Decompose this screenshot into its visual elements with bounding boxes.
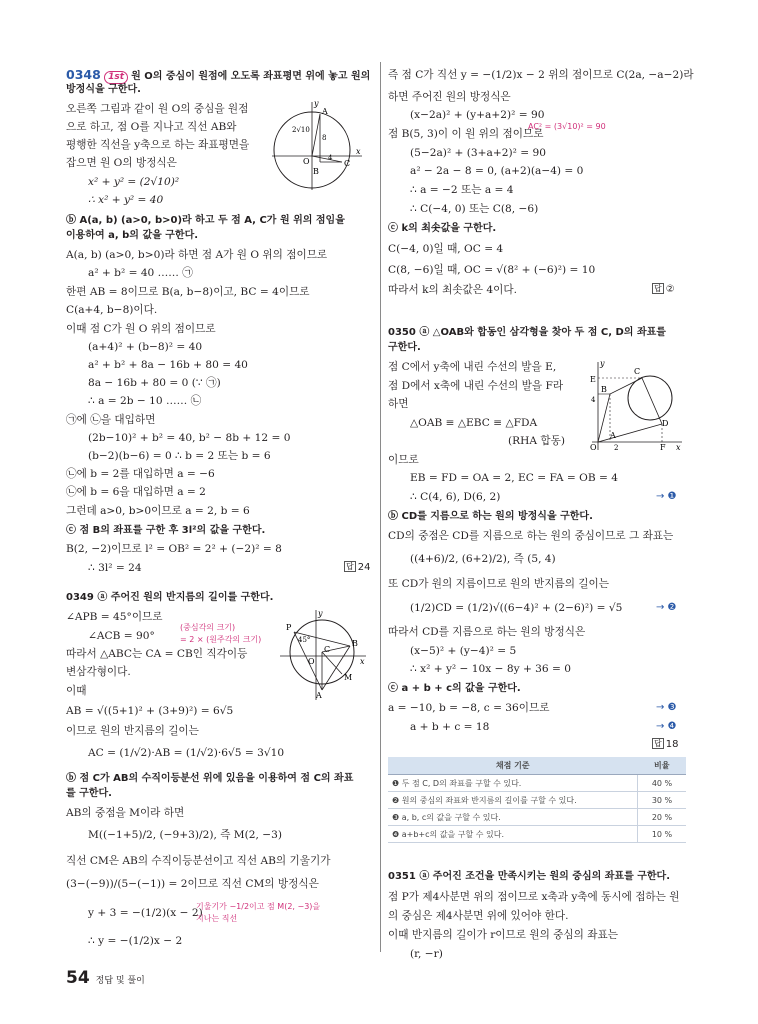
step-marker: → ❷ — [656, 602, 677, 613]
svg-text:F: F — [660, 443, 666, 452]
line: 으로 하고, 점 O를 지나고 직선 AB와 — [66, 121, 237, 133]
line: ㉡에 b = 6을 대입하면 a = 2 — [66, 486, 206, 498]
line: 또 CD가 원의 지름이므로 원의 반지름의 길이는 — [388, 578, 610, 590]
answer-value: ② — [665, 284, 675, 295]
line: (r, −r) — [410, 948, 443, 960]
rubric-criteria: ❷ 원의 중심의 좌표와 반지름의 길이를 구할 수 있다. — [388, 792, 638, 809]
line: x² + y² = (2√10)² — [88, 176, 180, 188]
line: (RHA 합동) — [508, 435, 565, 447]
line: B(2, −2)이므로 l² = OB² = 2² + (−2)² = 8 — [66, 543, 282, 555]
svg-text:45°: 45° — [298, 636, 311, 644]
line: ∴ C(4, 6), D(6, 2) — [410, 491, 501, 503]
figure-0350 — [588, 358, 684, 454]
line: ⓑ 점 C가 AB의 수직이등분선 위에 있음을 이용하여 점 C의 좌표 — [66, 773, 354, 784]
line: ∴ a = 2b − 10 …… ㉡ — [88, 395, 202, 407]
svg-text:x: x — [356, 147, 361, 156]
line: a² + b² = 40 …… ㉠ — [88, 267, 193, 279]
svg-text:4: 4 — [328, 154, 333, 162]
svg-text:C: C — [324, 645, 331, 654]
line: (5−2a)² + (3+a+2)² = 90 — [410, 147, 546, 159]
line: ∴ x² + y² = 40 — [88, 194, 164, 206]
line: 8a − 16b + 80 = 0 (∵ ㉠) — [88, 377, 221, 389]
problem-number-0348: 0348 — [66, 67, 101, 82]
line: ⓒ k의 최솟값을 구한다. — [388, 223, 497, 234]
line: ∠APB = 45°이므로 — [66, 611, 163, 623]
line: (b−2)(b−6) = 0 ∴ b = 2 또는 b = 6 — [88, 450, 271, 462]
svg-text:A: A — [316, 691, 322, 700]
step-tag-1st: 1st — [104, 71, 128, 84]
line: (1/2)CD = (1/2)√((6−4)² + (2−6)²) = √5 — [410, 602, 623, 614]
table-row — [388, 775, 686, 792]
table-row — [388, 809, 686, 826]
line: ∴ 3l² = 24 — [88, 562, 142, 574]
line: 즉 점 C가 직선 y = −(1/2)x − 2 위의 점이므로 C(2a, −a−2)라 — [388, 69, 694, 81]
svg-text:y: y — [314, 99, 319, 108]
line: 점 B(5, 3)이 이 원 위의 점이므로 — [388, 128, 544, 140]
svg-text:4: 4 — [591, 396, 596, 404]
line: 따라서 CD를 지름으로 하는 원의 방정식은 — [388, 626, 586, 638]
answer-0349 — [652, 283, 675, 297]
line: a = −10, b = −8, c = 36이므로 — [388, 702, 550, 714]
rubric-criteria: ❹ a+b+c의 값을 구할 수 있다. — [388, 826, 638, 843]
step-marker: → ❶ — [656, 491, 677, 502]
rubric-header-row — [388, 757, 686, 775]
svg-text:P: P — [286, 623, 292, 632]
svg-text:A: A — [610, 431, 616, 440]
step1-text: 원 O의 중심이 원점에 오도록 좌표평면 위에 놓고 원의 — [131, 71, 371, 82]
line: 하면 — [388, 398, 409, 410]
line: 하면 주어진 원의 방정식은 — [388, 91, 511, 103]
line: CD의 중점은 CD를 지름으로 하는 원의 중심이므로 그 좌표는 — [388, 530, 674, 542]
line: 를 구한다. — [66, 788, 112, 799]
scoring-rubric-table — [388, 757, 686, 843]
answer-value: 24 — [357, 562, 371, 573]
rubric-ratio: 30 % — [638, 792, 687, 809]
line: a + b + c = 18 — [410, 721, 490, 733]
svg-text:O: O — [308, 657, 315, 666]
svg-text:E: E — [590, 375, 596, 384]
line: AB의 중점을 M이라 하면 — [66, 807, 185, 819]
line: 잡으면 원 O의 방정식은 — [66, 157, 177, 169]
svg-text:2: 2 — [614, 444, 619, 452]
line: A(a, b) (a>0, b>0)라 하면 점 A가 원 O 위의 점이므로 — [66, 249, 328, 261]
line: ∴ x² + y² − 10x − 8y + 36 = 0 — [410, 663, 572, 675]
line: 한편 AB = 8이므로 B(a, b−8)이고, BC = 4이므로 — [66, 286, 310, 298]
line: 그런데 a>0, b>0이므로 a = 2, b = 6 — [66, 505, 250, 517]
rubric-ratio: 10 % — [638, 826, 687, 843]
line: C(8, −6)일 때, OC = √(8² + (−6)²) = 10 — [388, 264, 596, 276]
figure-0348 — [268, 98, 364, 194]
svg-text:A: A — [322, 107, 328, 116]
table-row — [388, 792, 686, 809]
svg-text:B: B — [313, 167, 319, 176]
line: 점 D에서 x축에 내린 수선의 발을 F라 — [388, 380, 564, 392]
line: ㉠에 ㉡을 대입하면 — [66, 414, 156, 426]
svg-text:y: y — [600, 359, 605, 368]
answer-box-icon: 답 — [346, 562, 354, 571]
page-number: 54 — [66, 968, 90, 988]
svg-text:O: O — [590, 443, 597, 452]
line: ∴ y = −(1/2)x − 2 — [88, 935, 183, 947]
svg-text:C: C — [634, 367, 641, 376]
rubric-criteria: ❶ 두 점 C, D의 좌표를 구할 수 있다. — [388, 775, 638, 792]
answer-value: 18 — [665, 739, 679, 750]
answer-0350 — [652, 738, 678, 752]
line: ⓑ CD를 지름으로 하는 원의 방정식을 구한다. — [388, 511, 593, 522]
table-row — [388, 826, 686, 843]
line: AC = (1/√2)·AB = (1/√2)·6√5 = 3√10 — [88, 747, 285, 759]
step-marker: → ❹ — [656, 721, 677, 732]
line: △OAB ≡ △EBC ≡ △FDA — [410, 417, 538, 429]
svg-text:B: B — [601, 385, 607, 394]
answer-0348 — [344, 561, 370, 575]
line: ∴ C(−4, 0) 또는 C(8, −6) — [410, 203, 539, 215]
rubric-criteria: ❸ a, b, c의 값을 구할 수 있다. — [388, 809, 638, 826]
line: 이때 점 C가 원 O 위의 점이므로 — [66, 323, 216, 335]
line: 이때 반지름의 길이가 r이므로 원의 중심의 좌표는 — [388, 929, 618, 941]
page-footer — [66, 968, 145, 988]
svg-text:B: B — [352, 639, 358, 648]
line: 따라서 △ABC는 CA = CB인 직각이등 — [66, 648, 248, 660]
svg-text:x: x — [360, 657, 365, 666]
line: EB = FD = OA = 2, EC = FA = OB = 4 — [410, 472, 618, 484]
line: (a+4)² + (b−8)² = 40 — [88, 341, 203, 353]
answer-box-icon: 답 — [654, 284, 662, 293]
line: 이므로 원의 반지름의 길이는 — [66, 725, 199, 737]
step-marker: → ❸ — [656, 702, 677, 713]
line: ㉡에 b = 2를 대입하면 a = −6 — [66, 468, 215, 480]
line: a² − 2a − 8 = 0, (a+2)(a−4) = 0 — [410, 165, 584, 177]
svg-text:C: C — [344, 159, 351, 168]
line: 0349 ⓐ 주어진 원의 반지름의 길이를 구한다. — [66, 592, 274, 603]
line: ∴ a = −2 또는 a = 4 — [410, 184, 514, 196]
line: 의 중심은 제4사분면 위에 있어야 한다. — [388, 910, 569, 922]
line: 0350 ⓐ △OAB와 합동인 삼각형을 찾아 두 점 C, D의 좌표를 — [388, 327, 666, 338]
line: ((4+6)/2, (6+2)/2), 즉 (5, 4) — [410, 553, 556, 565]
line: 점 C에서 y축에 내린 수선의 발을 E, — [388, 361, 557, 373]
rubric-ratio: 20 % — [638, 809, 687, 826]
svg-text:O: O — [303, 157, 310, 166]
line: ⓒ 점 B의 좌표를 구한 후 3l²의 값을 구한다. — [66, 525, 266, 536]
line: 이때 — [66, 685, 87, 697]
line: 직선 CM은 AB의 수직이등분선이고 직선 AB의 기울기가 — [66, 855, 331, 867]
answer-box-icon: 답 — [654, 739, 662, 748]
line: y + 3 = −(1/2)(x − 2) — [88, 907, 203, 919]
line: 평행한 직선을 y축으로 하는 좌표평면을 — [66, 139, 250, 151]
line: ∠ACB = 90° — [88, 630, 155, 642]
svg-text:2√10: 2√10 — [292, 126, 310, 134]
line: 오른쪽 그림과 같이 원 O의 중심을 원점 — [66, 103, 249, 115]
line: a² + b² + 8a − 16b + 80 = 40 — [88, 359, 248, 371]
line: 따라서 k의 최솟값은 4이다. — [388, 284, 517, 296]
line: (x−2a)² + (y+a+2)² = 90 — [410, 109, 545, 121]
line: 구한다. — [388, 342, 421, 353]
line: 이용하여 a, b의 값을 구한다. — [66, 230, 199, 241]
rubric-header-criteria: 채점 기준 — [388, 757, 638, 775]
line: 이므로 — [388, 454, 419, 466]
line: 점 P가 제4사분면 위의 점이므로 x축과 y축에 동시에 접하는 원 — [388, 891, 680, 903]
line: 변삼각형이다. — [66, 666, 131, 678]
figure-0349 — [276, 606, 368, 702]
line: AB = √((5+1)² + (3+9)²) = 6√5 — [66, 705, 234, 717]
svg-text:y: y — [318, 609, 323, 618]
svg-text:x: x — [676, 443, 681, 452]
line: (3−(−9))/(5−(−1)) = 2이므로 직선 CM의 방정식은 — [66, 878, 319, 890]
line: (x−5)² + (y−4)² = 5 — [410, 645, 517, 657]
note-slope: 기울기가 −1/2이고 점 M(2, −3)을 — [196, 902, 321, 911]
line: C(−4, 0)일 때, OC = 4 — [388, 243, 504, 255]
svg-text:D: D — [662, 419, 669, 428]
svg-text:M: M — [344, 673, 353, 682]
note-center-angle: (중심각의 크기) — [180, 623, 236, 632]
note-ac-squared: AC² = (3√10)² = 90 — [528, 122, 606, 131]
problem-0348-step1 — [66, 68, 370, 84]
column-divider — [380, 62, 381, 952]
line: 방정식을 구한다. — [66, 84, 141, 95]
line: (2b−10)² + b² = 40, b² − 8b + 12 = 0 — [88, 432, 291, 444]
note-center-angle: = 2 × (원주각의 크기) — [180, 635, 262, 644]
line: C(a+4, b−8)이다. — [66, 304, 158, 316]
line: 0351 ⓐ 주어진 조건을 만족시키는 원의 중심의 좌표를 구한다. — [388, 871, 671, 882]
rubric-ratio: 40 % — [638, 775, 687, 792]
line: M((−1+5)/2, (−9+3)/2), 즉 M(2, −3) — [88, 829, 283, 841]
rubric-header-ratio: 비율 — [638, 757, 687, 775]
note-slope: 지나는 직선 — [196, 914, 238, 923]
svg-text:8: 8 — [322, 134, 327, 142]
line: ⓒ a + b + c의 값을 구한다. — [388, 683, 521, 694]
line: ⓑ A(a, b) (a>0, b>0)라 하고 두 점 A, C가 원 위의 점임을 — [66, 215, 345, 226]
footer-label: 정답 및 풀이 — [95, 976, 145, 986]
